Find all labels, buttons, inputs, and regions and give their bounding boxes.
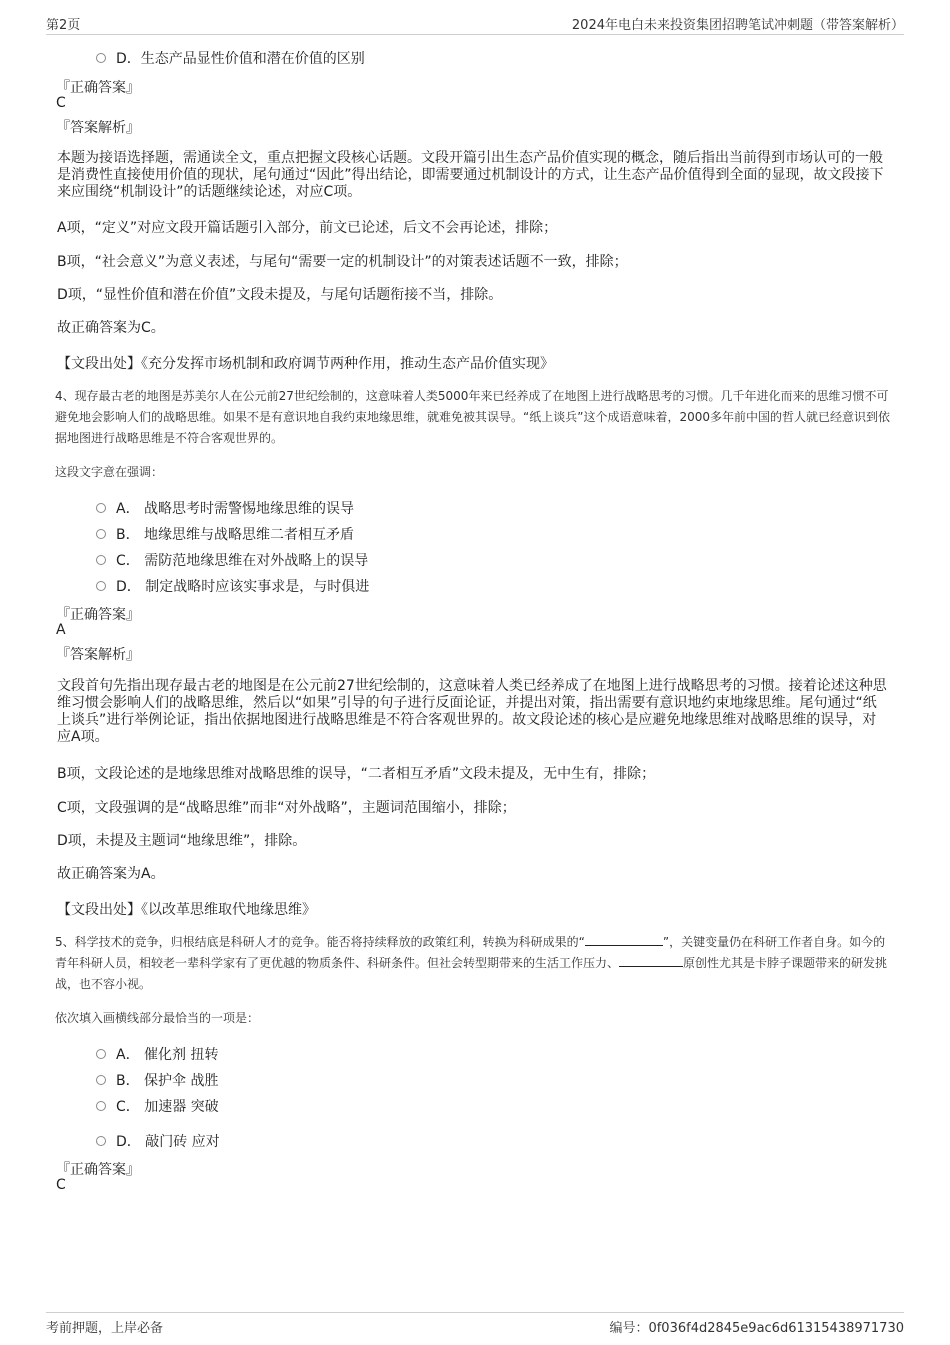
q5-option-d-text: D． 敲门砖 应对: [116, 1134, 220, 1150]
q5-option-c-text: C． 加速器 突破: [116, 1099, 219, 1115]
q3-note-a: A项，“定义”对应文段开篇话题引入部分，前文已论述，后文不会再论述，排除；: [57, 220, 558, 236]
q4-analysis-label: 『答案解析』: [56, 647, 140, 663]
footer-slogan: 考前押题，上岸必备: [46, 1321, 164, 1336]
q5-option-d[interactable]: [96, 1131, 220, 1151]
q5-blank-2: [619, 966, 683, 967]
q4-note-c: C项，文段强调的是“战略思维”而非“对外战略”，主题词范围缩小，排除；: [57, 800, 516, 816]
q5-option-c[interactable]: [96, 1096, 219, 1116]
q5-question-part3: 原创性尤其是卡脖子课题带来的研发挑战，也不容小视。: [55, 956, 888, 991]
q5-option-a[interactable]: [96, 1044, 218, 1064]
q4-option-c[interactable]: [96, 550, 368, 570]
q4-prompt: 这段文字意在强调：: [55, 465, 164, 479]
radio-icon[interactable]: [96, 1101, 106, 1111]
q4-option-b-text: B． 地缘思维与战略思维二者相互矛盾: [116, 527, 355, 543]
radio-icon[interactable]: [96, 581, 106, 591]
q4-option-a[interactable]: [96, 498, 354, 518]
q4-option-d-text: D． 制定战略时应该实事求是，与时俱进: [116, 579, 370, 595]
q5-question-part1: 5、科学技术的竞争，归根结底是科研人才的竞争。能否将持续释放的政策红利，转换为科研成果的“: [55, 935, 585, 949]
q5-answer: C: [56, 1177, 66, 1193]
q5-option-b-text: B． 保护伞 战胜: [116, 1073, 219, 1089]
q4-answer: A: [56, 622, 66, 638]
radio-icon[interactable]: [96, 1075, 106, 1085]
radio-icon[interactable]: [96, 555, 106, 565]
radio-icon[interactable]: [96, 1136, 106, 1146]
document-title: 2024年电白未来投资集团招聘笔试冲刺题（带答案解析）: [571, 18, 904, 33]
radio-icon[interactable]: [96, 53, 106, 63]
q4-question: 4、现存最古老的地图是苏美尔人在公元前27世纪绘制的，这意味着人类5000年来已经养成了在地图上进行战略思考的习惯。几千年进化而来的思维习惯不可避免地会影响人们的战略思维。如果不是有意识地自我约束地缘思维，就难免被其误导。“纸上谈兵”这个成语意味着，2000多年前中国的哲人就已经意识到依据地图进行战略思维是不符合客观世界的。: [55, 389, 890, 445]
q5-blank-1: [585, 945, 663, 946]
q3-conclusion: 故正确答案为C。: [57, 320, 165, 336]
q3-analysis: 本题为接语选择题，需通读全文，重点把握文段核心话题。文段开篇引出生态产品价值实现的概念，随后指出当前得到市场认可的一般是消费性直接使用价值的现状，尾句通过“因此”得出结论，即需要通过机制设计的方式，让生态产品价值得到全面的显现，故文段接下来应围绕“机制设计”的话题继续论述，对应C项。: [57, 150, 884, 200]
q3-note-d: D项，“显性价值和潜在价值”文段未提及，与尾句话题衔接不当，排除。: [57, 287, 503, 303]
q4-note-b: B项，文段论述的是地缘思维对战略思维的误导，“二者相互矛盾”文段未提及，无中生有，排除；: [57, 766, 656, 782]
page-footer: [46, 1312, 904, 1337]
q4-option-b[interactable]: [96, 524, 354, 544]
q3-note-b: B项，“社会意义”为意义表述，与尾句“需要一定的机制设计”的对策表述话题不一致，排除；: [57, 254, 628, 270]
radio-icon[interactable]: [96, 529, 106, 539]
serial-number: 0f036f4d2845e9ac6d61315438971730: [648, 1321, 904, 1336]
q5-option-a-text: A． 催化剂 扭转: [116, 1047, 219, 1063]
q4-option-a-text: A． 战略思考时需警惕地缘思维的误导: [116, 501, 355, 517]
q5-answer-label: 『正确答案』: [56, 1162, 140, 1178]
q4-option-c-text: C． 需防范地缘思维在对外战略上的误导: [116, 553, 369, 569]
q3-answer-label: 『正确答案』: [56, 80, 140, 96]
q4-analysis: 文段首句先指出现存最古老的地图是在公元前27世纪绘制的，这意味着人类已经养成了在地图上进行战略思考的习惯。接着论述这种思维习惯会影响人们的战略思维，然后以“如果”引导的句子进行反面论证，并提出对策，指出需要有意识地约束地缘思维。尾句通过“纸上谈兵”进行举例论证，指出依据地图进行战略思维是不符合客观世界的。故文段论述的核心是应避免地缘思维对战略思维的误导，对应A项。: [57, 678, 887, 745]
radio-icon[interactable]: [96, 503, 106, 513]
q3-source: 【文段出处】《充分发挥市场机制和政府调节两种作用，推动生态产品价值实现》: [57, 356, 554, 372]
q3-option-d-text: D．生态产品显性价值和潜在价值的区别: [116, 51, 365, 67]
radio-icon[interactable]: [96, 1049, 106, 1059]
q5-option-b[interactable]: [96, 1070, 219, 1090]
q4-note-d: D项，未提及主题词“地缘思维”，排除。: [57, 833, 307, 849]
footer-serial: [609, 1317, 904, 1336]
q4-conclusion: 故正确答案为A。: [57, 866, 165, 882]
q5-question-part2: ”，关键变量仍在科研工作者自身。如今的青年科研人员，相较老一辈科学家有了更优越的物质条件、科研条件。但社会转型期带来的生活工作压力、: [55, 935, 886, 970]
q4-source: 【文段出处】《以改革思维取代地缘思维》: [57, 902, 316, 918]
q4-option-d[interactable]: [96, 576, 369, 596]
q3-option-d[interactable]: [96, 48, 365, 68]
serial-label: 编号：: [609, 1321, 649, 1336]
q5-question: [55, 932, 897, 995]
q4-answer-label: 『正确答案』: [56, 607, 140, 623]
page-header: [46, 14, 904, 35]
q3-analysis-label: 『答案解析』: [56, 120, 140, 136]
q5-prompt: 依次填入画横线部分最恰当的一项是：: [55, 1011, 260, 1025]
q3-answer: C: [56, 95, 66, 111]
page-number: 第2页: [46, 18, 81, 33]
